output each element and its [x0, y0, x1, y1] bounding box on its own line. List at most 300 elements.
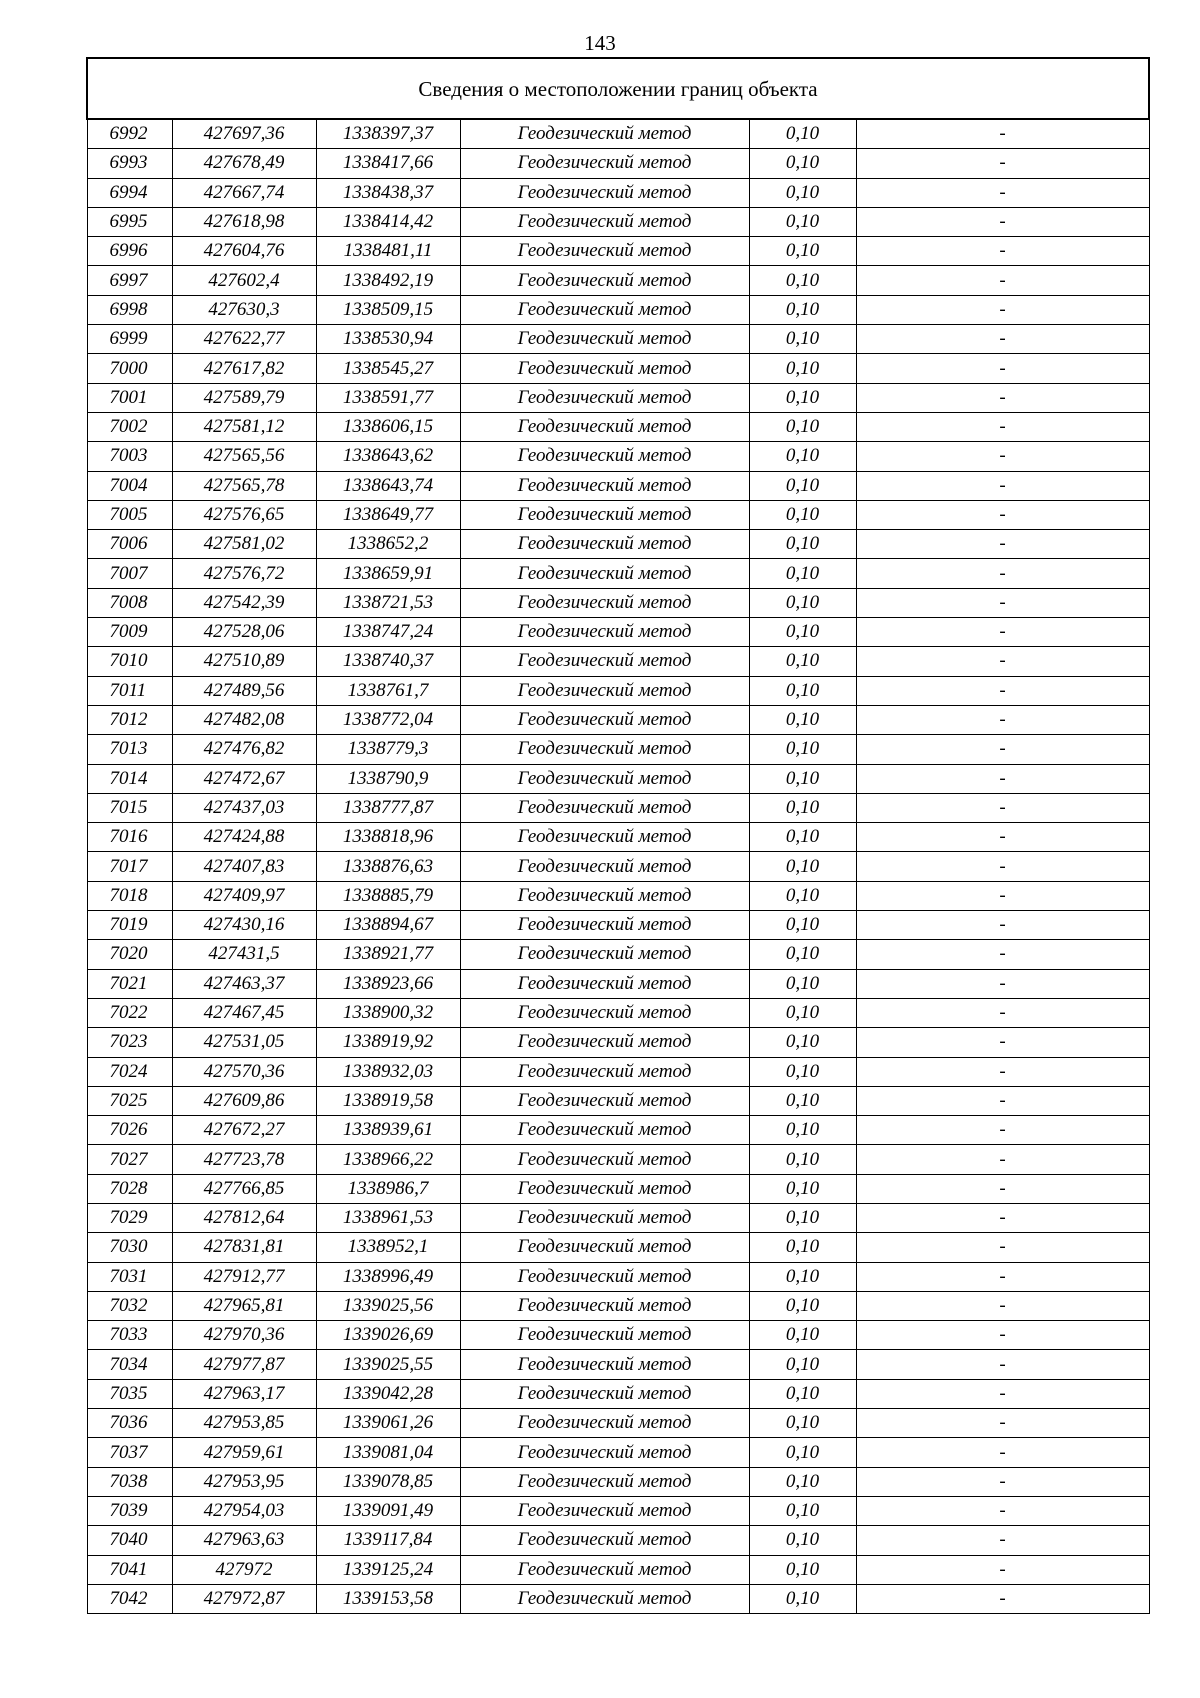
method-cell: Геодезический метод [460, 588, 749, 617]
table-row [87, 1555, 1149, 1584]
y-coordinate-cell: 1339026,69 [316, 1321, 460, 1350]
accuracy-cell: 0,10 [749, 383, 856, 412]
y-coordinate-cell: 1339061,26 [316, 1409, 460, 1438]
point-number-cell: 7025 [87, 1086, 172, 1115]
method-cell: Геодезический метод [460, 1028, 749, 1057]
accuracy-cell: 0,10 [749, 266, 856, 295]
y-coordinate-cell: 1338921,77 [316, 940, 460, 969]
description-cell: - [856, 1584, 1149, 1613]
description-cell: - [856, 1174, 1149, 1203]
accuracy-cell: 0,10 [749, 1555, 856, 1584]
accuracy-cell: 0,10 [749, 325, 856, 354]
method-cell: Геодезический метод [460, 969, 749, 998]
accuracy-cell: 0,10 [749, 969, 856, 998]
accuracy-cell: 0,10 [749, 1526, 856, 1555]
table-row [87, 237, 1149, 266]
description-cell: - [856, 207, 1149, 236]
x-coordinate-cell: 427581,02 [172, 530, 316, 559]
y-coordinate-cell: 1338900,32 [316, 998, 460, 1027]
method-cell: Геодезический метод [460, 500, 749, 529]
table-row [87, 1438, 1149, 1467]
description-cell: - [856, 149, 1149, 178]
y-coordinate-cell: 1338885,79 [316, 881, 460, 910]
description-cell: - [856, 178, 1149, 207]
point-number-cell: 7041 [87, 1555, 172, 1584]
x-coordinate-cell: 427467,45 [172, 998, 316, 1027]
accuracy-cell: 0,10 [749, 676, 856, 705]
y-coordinate-cell: 1338876,63 [316, 852, 460, 881]
x-coordinate-cell: 427812,64 [172, 1203, 316, 1232]
y-coordinate-cell: 1338606,15 [316, 412, 460, 441]
description-cell: - [856, 1145, 1149, 1174]
table-row [87, 500, 1149, 529]
table-row [87, 881, 1149, 910]
method-cell: Геодезический метод [460, 793, 749, 822]
x-coordinate-cell: 427489,56 [172, 676, 316, 705]
accuracy-cell: 0,10 [749, 1467, 856, 1496]
y-coordinate-cell: 1338790,9 [316, 764, 460, 793]
y-coordinate-cell: 1339091,49 [316, 1496, 460, 1525]
method-cell: Геодезический метод [460, 383, 749, 412]
accuracy-cell: 0,10 [749, 1028, 856, 1057]
method-cell: Геодезический метод [460, 178, 749, 207]
x-coordinate-cell: 427912,77 [172, 1262, 316, 1291]
table-row [87, 1174, 1149, 1203]
point-number-cell: 7001 [87, 383, 172, 412]
accuracy-cell: 0,10 [749, 1174, 856, 1203]
table-row [87, 1233, 1149, 1262]
point-number-cell: 7027 [87, 1145, 172, 1174]
point-number-cell: 7034 [87, 1350, 172, 1379]
y-coordinate-cell: 1338417,66 [316, 149, 460, 178]
x-coordinate-cell: 427667,74 [172, 178, 316, 207]
method-cell: Геодезический метод [460, 1496, 749, 1525]
method-cell: Геодезический метод [460, 1438, 749, 1467]
point-number-cell: 7040 [87, 1526, 172, 1555]
table-row [87, 1203, 1149, 1232]
accuracy-cell: 0,10 [749, 1496, 856, 1525]
y-coordinate-cell: 1339042,28 [316, 1379, 460, 1408]
method-cell: Геодезический метод [460, 618, 749, 647]
point-number-cell: 6995 [87, 207, 172, 236]
method-cell: Геодезический метод [460, 852, 749, 881]
accuracy-cell: 0,10 [749, 1086, 856, 1115]
table-row [87, 1057, 1149, 1086]
table-row [87, 295, 1149, 324]
description-cell: - [856, 588, 1149, 617]
table-row [87, 119, 1149, 149]
point-number-cell: 7010 [87, 647, 172, 676]
accuracy-cell: 0,10 [749, 793, 856, 822]
accuracy-cell: 0,10 [749, 500, 856, 529]
table-row [87, 676, 1149, 705]
x-coordinate-cell: 427604,76 [172, 237, 316, 266]
page-number: 143 [584, 31, 616, 55]
table-row [87, 1145, 1149, 1174]
table-row [87, 412, 1149, 441]
method-cell: Геодезический метод [460, 998, 749, 1027]
method-cell: Геодезический метод [460, 354, 749, 383]
point-number-cell: 6993 [87, 149, 172, 178]
point-number-cell: 6998 [87, 295, 172, 324]
point-number-cell: 7016 [87, 823, 172, 852]
description-cell: - [856, 1321, 1149, 1350]
y-coordinate-cell: 1338747,24 [316, 618, 460, 647]
x-coordinate-cell: 427970,36 [172, 1321, 316, 1350]
x-coordinate-cell: 427531,05 [172, 1028, 316, 1057]
table-body [87, 119, 1149, 1614]
accuracy-cell: 0,10 [749, 1145, 856, 1174]
y-coordinate-cell: 1339081,04 [316, 1438, 460, 1467]
y-coordinate-cell: 1338961,53 [316, 1203, 460, 1232]
y-coordinate-cell: 1338919,92 [316, 1028, 460, 1057]
method-cell: Геодезический метод [460, 881, 749, 910]
x-coordinate-cell: 427528,06 [172, 618, 316, 647]
x-coordinate-cell: 427972,87 [172, 1584, 316, 1613]
point-number-cell: 6996 [87, 237, 172, 266]
x-coordinate-cell: 427576,65 [172, 500, 316, 529]
y-coordinate-cell: 1338740,37 [316, 647, 460, 676]
description-cell: - [856, 295, 1149, 324]
accuracy-cell: 0,10 [749, 1203, 856, 1232]
y-coordinate-cell: 1338652,2 [316, 530, 460, 559]
boundary-coordinates-table [86, 57, 1150, 1614]
method-cell: Геодезический метод [460, 442, 749, 471]
description-cell: - [856, 119, 1149, 149]
x-coordinate-cell: 427617,82 [172, 354, 316, 383]
point-number-cell: 7026 [87, 1116, 172, 1145]
description-cell: - [856, 412, 1149, 441]
method-cell: Геодезический метод [460, 1116, 749, 1145]
description-cell: - [856, 500, 1149, 529]
table-row [87, 618, 1149, 647]
accuracy-cell: 0,10 [749, 1262, 856, 1291]
x-coordinate-cell: 427482,08 [172, 705, 316, 734]
x-coordinate-cell: 427953,85 [172, 1409, 316, 1438]
point-number-cell: 7023 [87, 1028, 172, 1057]
point-number-cell: 7014 [87, 764, 172, 793]
point-number-cell: 7032 [87, 1291, 172, 1320]
x-coordinate-cell: 427472,67 [172, 764, 316, 793]
table-row [87, 1116, 1149, 1145]
description-cell: - [856, 647, 1149, 676]
y-coordinate-cell: 1339025,55 [316, 1350, 460, 1379]
x-coordinate-cell: 427424,88 [172, 823, 316, 852]
x-coordinate-cell: 427959,61 [172, 1438, 316, 1467]
y-coordinate-cell: 1338492,19 [316, 266, 460, 295]
table-row [87, 705, 1149, 734]
table-row [87, 471, 1149, 500]
point-number-cell: 6994 [87, 178, 172, 207]
x-coordinate-cell: 427618,98 [172, 207, 316, 236]
table-row [87, 1496, 1149, 1525]
accuracy-cell: 0,10 [749, 647, 856, 676]
y-coordinate-cell: 1338545,27 [316, 354, 460, 383]
point-number-cell: 7013 [87, 735, 172, 764]
accuracy-cell: 0,10 [749, 530, 856, 559]
description-cell: - [856, 1438, 1149, 1467]
method-cell: Геодезический метод [460, 149, 749, 178]
y-coordinate-cell: 1338649,77 [316, 500, 460, 529]
accuracy-cell: 0,10 [749, 237, 856, 266]
x-coordinate-cell: 427963,17 [172, 1379, 316, 1408]
point-number-cell: 7002 [87, 412, 172, 441]
y-coordinate-cell: 1339117,84 [316, 1526, 460, 1555]
accuracy-cell: 0,10 [749, 881, 856, 910]
table-row [87, 207, 1149, 236]
y-coordinate-cell: 1338996,49 [316, 1262, 460, 1291]
x-coordinate-cell: 427977,87 [172, 1350, 316, 1379]
table-row [87, 940, 1149, 969]
accuracy-cell: 0,10 [749, 149, 856, 178]
description-cell: - [856, 969, 1149, 998]
table-row [87, 1028, 1149, 1057]
description-cell: - [856, 325, 1149, 354]
table-row [87, 1379, 1149, 1408]
description-cell: - [856, 676, 1149, 705]
description-cell: - [856, 471, 1149, 500]
y-coordinate-cell: 1339078,85 [316, 1467, 460, 1496]
method-cell: Геодезический метод [460, 207, 749, 236]
y-coordinate-cell: 1338952,1 [316, 1233, 460, 1262]
y-coordinate-cell: 1338509,15 [316, 295, 460, 324]
description-cell: - [856, 1262, 1149, 1291]
x-coordinate-cell: 427570,36 [172, 1057, 316, 1086]
point-number-cell: 7011 [87, 676, 172, 705]
point-number-cell: 7008 [87, 588, 172, 617]
y-coordinate-cell: 1338591,77 [316, 383, 460, 412]
x-coordinate-cell: 427723,78 [172, 1145, 316, 1174]
point-number-cell: 7004 [87, 471, 172, 500]
method-cell: Геодезический метод [460, 1467, 749, 1496]
accuracy-cell: 0,10 [749, 588, 856, 617]
accuracy-cell: 0,10 [749, 911, 856, 940]
point-number-cell: 7028 [87, 1174, 172, 1203]
x-coordinate-cell: 427697,36 [172, 119, 316, 149]
accuracy-cell: 0,10 [749, 1291, 856, 1320]
y-coordinate-cell: 1339125,24 [316, 1555, 460, 1584]
y-coordinate-cell: 1338659,91 [316, 559, 460, 588]
method-cell: Геодезический метод [460, 119, 749, 149]
x-coordinate-cell: 427678,49 [172, 149, 316, 178]
method-cell: Геодезический метод [460, 1086, 749, 1115]
table-row [87, 1584, 1149, 1613]
point-number-cell: 6992 [87, 119, 172, 149]
point-number-cell: 6999 [87, 325, 172, 354]
y-coordinate-cell: 1338397,37 [316, 119, 460, 149]
point-number-cell: 7003 [87, 442, 172, 471]
accuracy-cell: 0,10 [749, 1409, 856, 1438]
x-coordinate-cell: 427672,27 [172, 1116, 316, 1145]
accuracy-cell: 0,10 [749, 735, 856, 764]
x-coordinate-cell: 427602,4 [172, 266, 316, 295]
y-coordinate-cell: 1338779,3 [316, 735, 460, 764]
point-number-cell: 7022 [87, 998, 172, 1027]
accuracy-cell: 0,10 [749, 1321, 856, 1350]
method-cell: Геодезический метод [460, 1321, 749, 1350]
y-coordinate-cell: 1339153,58 [316, 1584, 460, 1613]
table-row [87, 1291, 1149, 1320]
table-row [87, 647, 1149, 676]
description-cell: - [856, 1057, 1149, 1086]
table-row [87, 1350, 1149, 1379]
table-row [87, 764, 1149, 793]
point-number-cell: 7020 [87, 940, 172, 969]
table-title: Сведения о местоположении границ объекта [87, 58, 1149, 119]
x-coordinate-cell: 427576,72 [172, 559, 316, 588]
accuracy-cell: 0,10 [749, 764, 856, 793]
point-number-cell: 7009 [87, 618, 172, 647]
point-number-cell: 7042 [87, 1584, 172, 1613]
method-cell: Геодезический метод [460, 266, 749, 295]
accuracy-cell: 0,10 [749, 852, 856, 881]
accuracy-cell: 0,10 [749, 1350, 856, 1379]
description-cell: - [856, 1116, 1149, 1145]
point-number-cell: 7005 [87, 500, 172, 529]
point-number-cell: 7017 [87, 852, 172, 881]
y-coordinate-cell: 1338939,61 [316, 1116, 460, 1145]
x-coordinate-cell: 427476,82 [172, 735, 316, 764]
description-cell: - [856, 618, 1149, 647]
method-cell: Геодезический метод [460, 676, 749, 705]
description-cell: - [856, 266, 1149, 295]
point-number-cell: 6997 [87, 266, 172, 295]
accuracy-cell: 0,10 [749, 559, 856, 588]
x-coordinate-cell: 427965,81 [172, 1291, 316, 1320]
x-coordinate-cell: 427954,03 [172, 1496, 316, 1525]
description-cell: - [856, 1467, 1149, 1496]
y-coordinate-cell: 1338772,04 [316, 705, 460, 734]
method-cell: Геодезический метод [460, 237, 749, 266]
x-coordinate-cell: 427430,16 [172, 911, 316, 940]
y-coordinate-cell: 1338530,94 [316, 325, 460, 354]
accuracy-cell: 0,10 [749, 1057, 856, 1086]
table-title-row [87, 58, 1149, 119]
table-row [87, 149, 1149, 178]
description-cell: - [856, 823, 1149, 852]
method-cell: Геодезический метод [460, 1350, 749, 1379]
accuracy-cell: 0,10 [749, 178, 856, 207]
point-number-cell: 7015 [87, 793, 172, 822]
method-cell: Геодезический метод [460, 764, 749, 793]
table-row [87, 823, 1149, 852]
y-coordinate-cell: 1339025,56 [316, 1291, 460, 1320]
description-cell: - [856, 354, 1149, 383]
method-cell: Геодезический метод [460, 1526, 749, 1555]
description-cell: - [856, 559, 1149, 588]
description-cell: - [856, 442, 1149, 471]
method-cell: Геодезический метод [460, 911, 749, 940]
y-coordinate-cell: 1338919,58 [316, 1086, 460, 1115]
accuracy-cell: 0,10 [749, 207, 856, 236]
x-coordinate-cell: 427609,86 [172, 1086, 316, 1115]
point-number-cell: 7029 [87, 1203, 172, 1232]
table-row [87, 1467, 1149, 1496]
y-coordinate-cell: 1338966,22 [316, 1145, 460, 1174]
accuracy-cell: 0,10 [749, 471, 856, 500]
description-cell: - [856, 998, 1149, 1027]
description-cell: - [856, 1028, 1149, 1057]
table-row [87, 793, 1149, 822]
description-cell: - [856, 1526, 1149, 1555]
description-cell: - [856, 1203, 1149, 1232]
method-cell: Геодезический метод [460, 325, 749, 354]
point-number-cell: 7031 [87, 1262, 172, 1291]
x-coordinate-cell: 427831,81 [172, 1233, 316, 1262]
point-number-cell: 7019 [87, 911, 172, 940]
x-coordinate-cell: 427407,83 [172, 852, 316, 881]
table-row [87, 559, 1149, 588]
accuracy-cell: 0,10 [749, 1379, 856, 1408]
method-cell: Геодезический метод [460, 940, 749, 969]
accuracy-cell: 0,10 [749, 295, 856, 324]
point-number-cell: 7033 [87, 1321, 172, 1350]
method-cell: Геодезический метод [460, 1174, 749, 1203]
y-coordinate-cell: 1338643,62 [316, 442, 460, 471]
accuracy-cell: 0,10 [749, 1438, 856, 1467]
y-coordinate-cell: 1338643,74 [316, 471, 460, 500]
y-coordinate-cell: 1338414,42 [316, 207, 460, 236]
point-number-cell: 7021 [87, 969, 172, 998]
x-coordinate-cell: 427409,97 [172, 881, 316, 910]
x-coordinate-cell: 427581,12 [172, 412, 316, 441]
point-number-cell: 7039 [87, 1496, 172, 1525]
accuracy-cell: 0,10 [749, 119, 856, 149]
x-coordinate-cell: 427963,63 [172, 1526, 316, 1555]
point-number-cell: 7024 [87, 1057, 172, 1086]
description-cell: - [856, 1409, 1149, 1438]
point-number-cell: 7030 [87, 1233, 172, 1262]
table-row [87, 530, 1149, 559]
accuracy-cell: 0,10 [749, 442, 856, 471]
x-coordinate-cell: 427431,5 [172, 940, 316, 969]
y-coordinate-cell: 1338761,7 [316, 676, 460, 705]
method-cell: Геодезический метод [460, 1555, 749, 1584]
description-cell: - [856, 1555, 1149, 1584]
description-cell: - [856, 1086, 1149, 1115]
description-cell: - [856, 940, 1149, 969]
method-cell: Геодезический метод [460, 705, 749, 734]
y-coordinate-cell: 1338481,11 [316, 237, 460, 266]
table-row [87, 354, 1149, 383]
table-row [87, 735, 1149, 764]
description-cell: - [856, 383, 1149, 412]
table-row [87, 1086, 1149, 1115]
x-coordinate-cell: 427437,03 [172, 793, 316, 822]
y-coordinate-cell: 1338777,87 [316, 793, 460, 822]
table-row [87, 266, 1149, 295]
description-cell: - [856, 705, 1149, 734]
table-row [87, 969, 1149, 998]
description-cell: - [856, 1291, 1149, 1320]
x-coordinate-cell: 427565,56 [172, 442, 316, 471]
method-cell: Геодезический метод [460, 1057, 749, 1086]
method-cell: Геодезический метод [460, 1233, 749, 1262]
y-coordinate-cell: 1338818,96 [316, 823, 460, 852]
y-coordinate-cell: 1338932,03 [316, 1057, 460, 1086]
description-cell: - [856, 1379, 1149, 1408]
x-coordinate-cell: 427542,39 [172, 588, 316, 617]
accuracy-cell: 0,10 [749, 940, 856, 969]
point-number-cell: 7000 [87, 354, 172, 383]
description-cell: - [856, 881, 1149, 910]
method-cell: Геодезический метод [460, 412, 749, 441]
point-number-cell: 7006 [87, 530, 172, 559]
method-cell: Геодезический метод [460, 1203, 749, 1232]
method-cell: Геодезический метод [460, 1379, 749, 1408]
accuracy-cell: 0,10 [749, 705, 856, 734]
method-cell: Геодезический метод [460, 471, 749, 500]
